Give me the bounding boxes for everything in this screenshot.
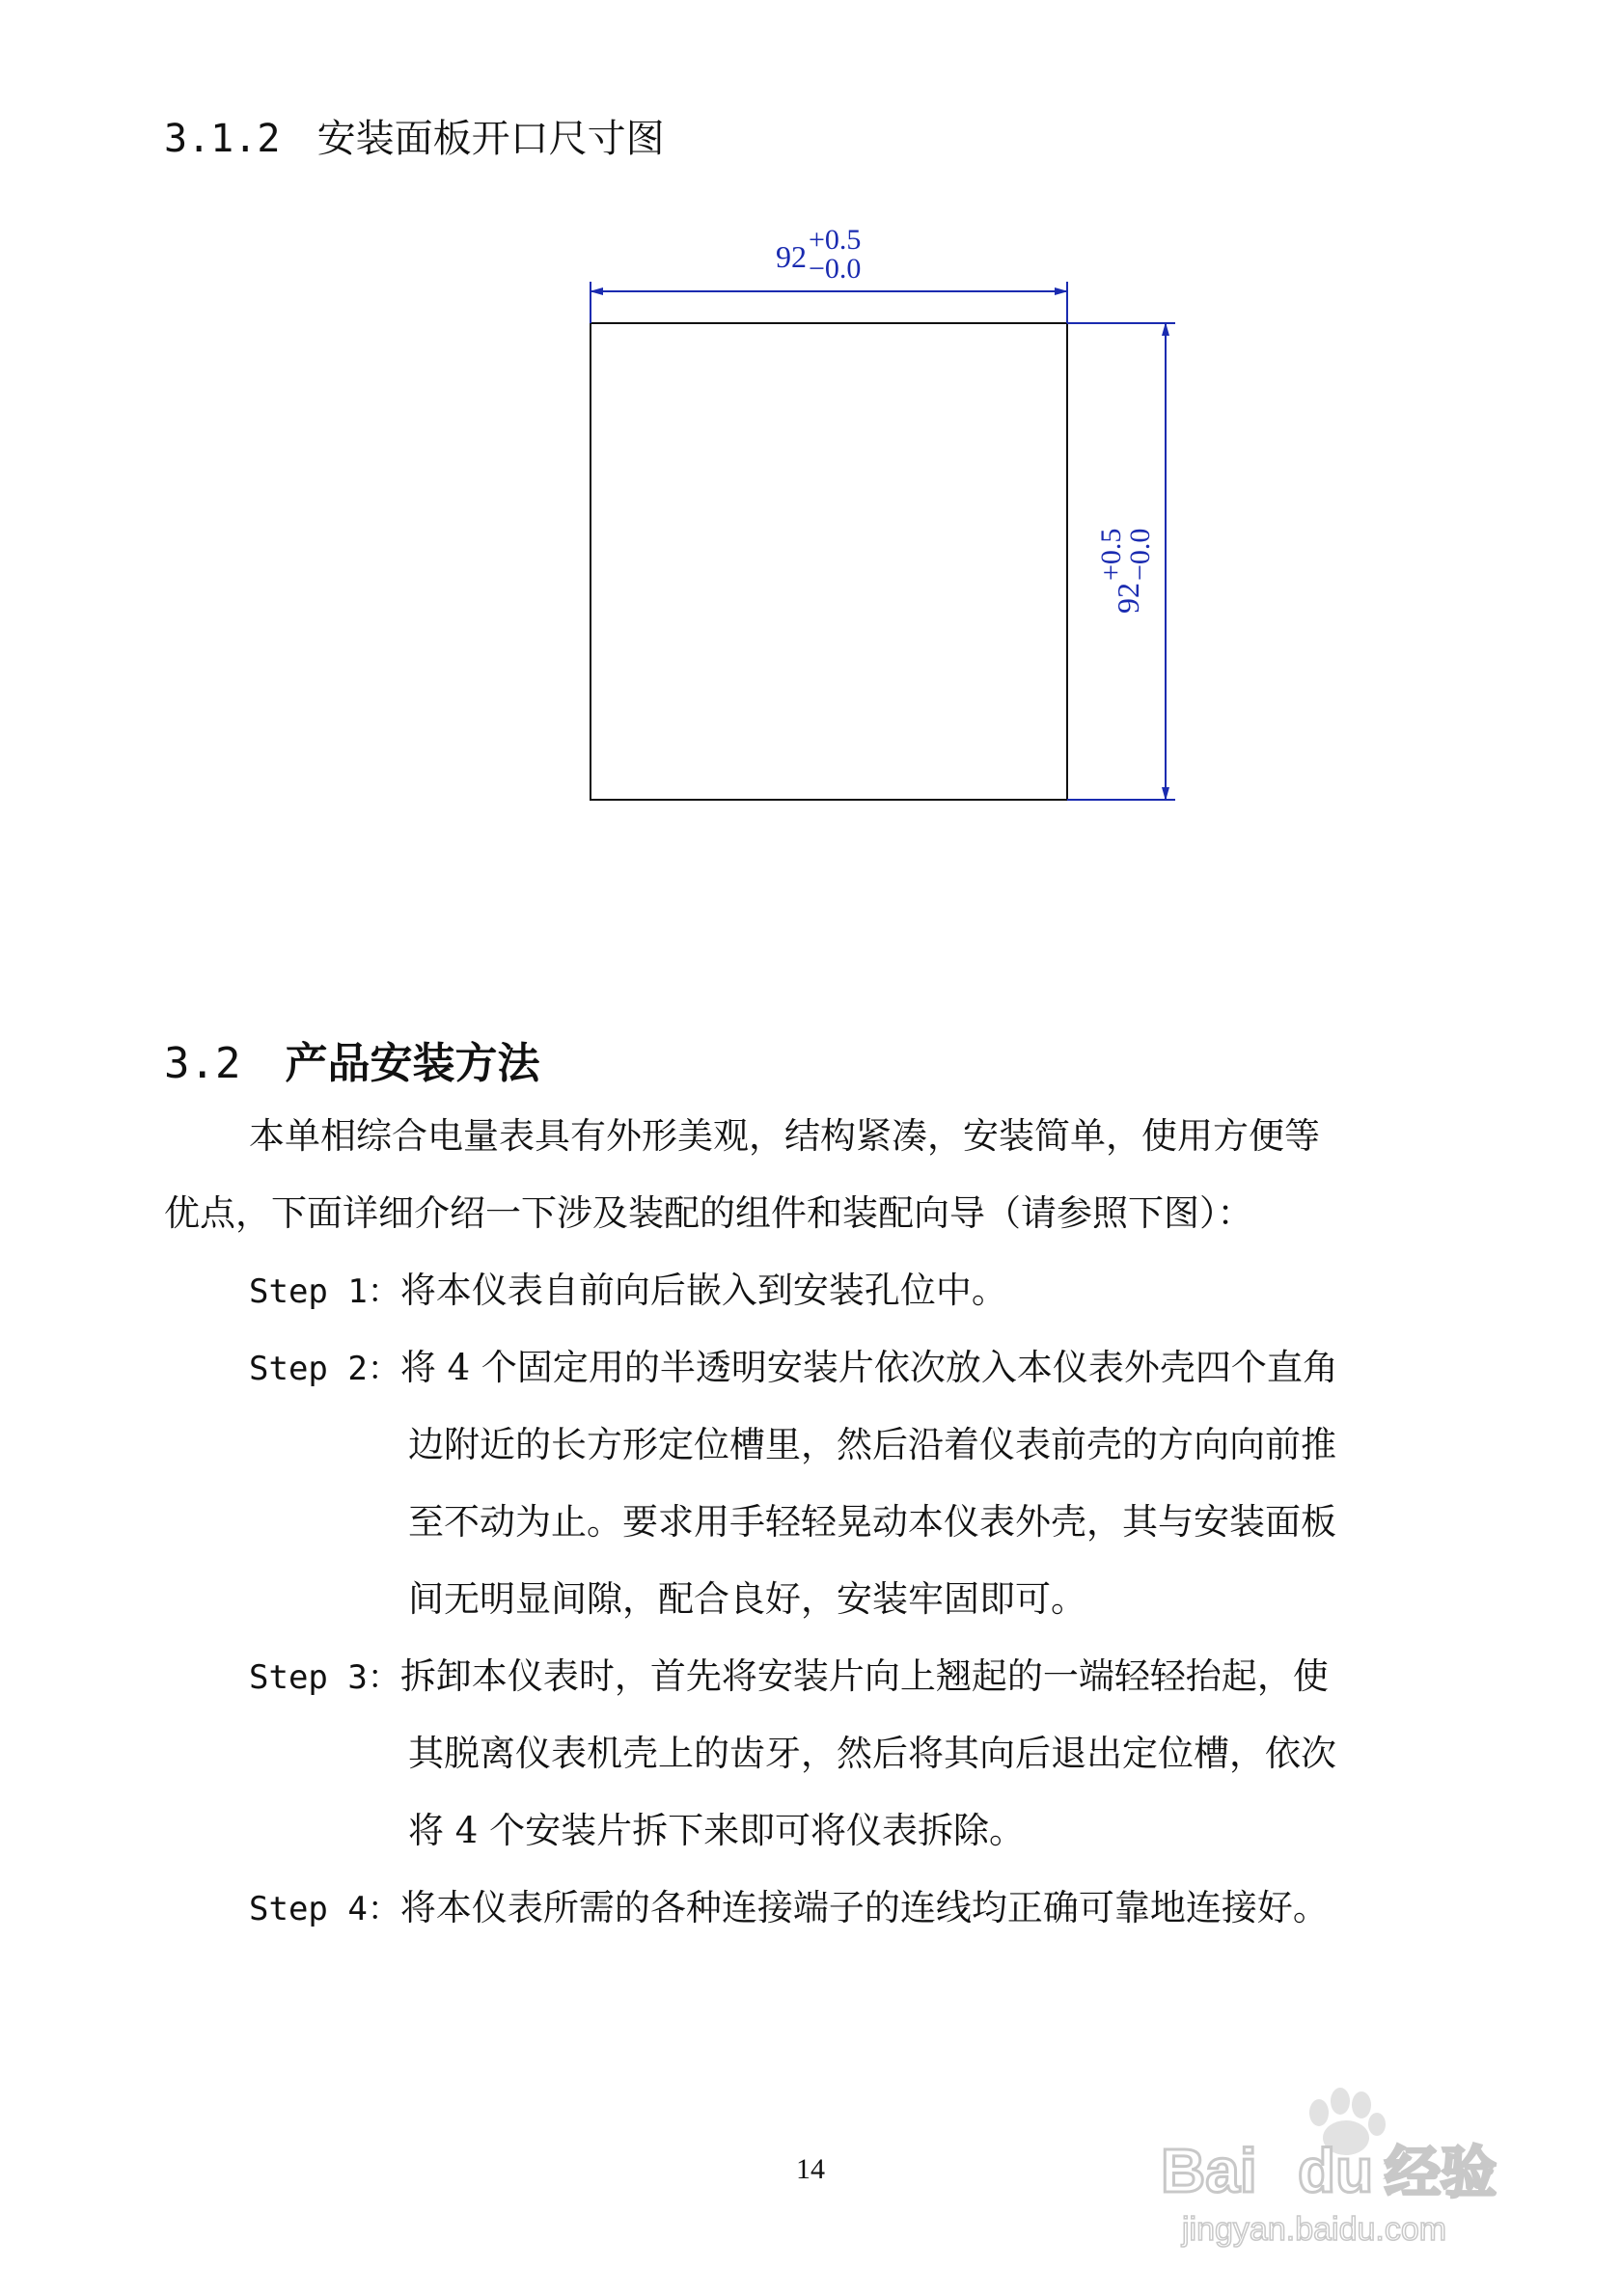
step-3-label: Step 3： (249, 1658, 400, 1697)
step-2-line-2: 边附近的长方形定位槽里，然后沿着仪表前壳的方向向前推 (408, 1424, 1336, 1465)
step-4-label: Step 4： (249, 1890, 400, 1928)
section-312-title: 安装面板开口尺寸图 (316, 117, 665, 161)
section-32-title: 产品安装方法 (285, 1039, 540, 1088)
step-3-line-1: 拆卸本仪表时，首先将安装片向上翘起的一端轻轻抬起，使 (399, 1655, 1329, 1697)
cutout-square (591, 323, 1067, 800)
top-dim-lower: −0.0 (809, 253, 862, 285)
watermark-brand: Bai (1161, 2136, 1257, 2205)
panel-cutout-drawing (0, 0, 1621, 868)
step-2-line-1: 将 4 个固定用的半透明安装片依次放入本仪表外壳四个直角 (399, 1347, 1338, 1388)
step-2-line-4: 间无明显间隙，配合良好，安装牢固即可。 (408, 1578, 1086, 1620)
top-dim-base: 92 (776, 239, 807, 274)
section-312-number: 3.1.2 (164, 117, 281, 161)
watermark-cn: 经验 (1385, 2140, 1497, 2205)
step-1-row (249, 1252, 1007, 1330)
step-3-row (249, 1638, 1329, 1716)
top-dim-upper: +0.5 (809, 224, 862, 256)
watermark-brand-2: du (1298, 2136, 1374, 2205)
right-dim-upper: +0.5 (1095, 528, 1127, 581)
watermark-url: jingyan.baidu.com (1182, 2211, 1447, 2248)
intro-line-2: 优点，下面详细介绍一下涉及装配的组件和装配向导（请参照下图）： (164, 1192, 1253, 1234)
page-number: 14 (796, 2153, 825, 2185)
right-dim-lower: −0.0 (1124, 528, 1156, 581)
intro-line-1: 本单相综合电量表具有外形美观，结构紧凑，安装简单，使用方便等 (249, 1115, 1320, 1157)
step-4-row (249, 1870, 1329, 1948)
step-2-row (249, 1329, 1338, 1408)
step-4-line-1: 将本仪表所需的各种连接端子的连线均正确可靠地连接好。 (399, 1887, 1329, 1928)
step-1-line-1: 将本仪表自前向后嵌入到安装孔位中。 (399, 1270, 1007, 1311)
step-2-line-3: 至不动为止。要求用手轻轻晃动本仪表外壳，其与安装面板 (408, 1501, 1336, 1543)
section-32-heading (164, 1028, 539, 1090)
section-32-number: 3.2 (164, 1039, 241, 1088)
step-3-line-2: 其脱离仪表机壳上的齿牙，然后将其向后退出定位槽，依次 (408, 1733, 1336, 1774)
baidu-watermark (1153, 2074, 1539, 2257)
right-dim-base: 92 (1111, 583, 1145, 614)
right-dim-label (1095, 529, 1156, 614)
step-2-label: Step 2： (249, 1350, 400, 1388)
step-1-label: Step 1： (249, 1272, 400, 1311)
step-3-line-3: 将 4 个安装片拆下来即可将仪表拆除。 (408, 1810, 1026, 1851)
